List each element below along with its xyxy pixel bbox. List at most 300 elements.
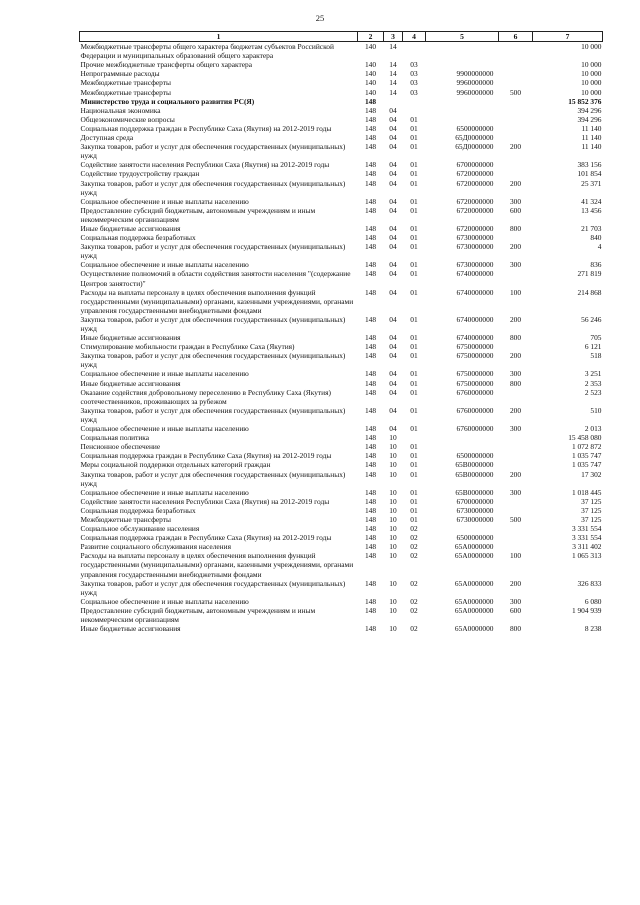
row-target-article: 6750000000: [456, 351, 494, 361]
row-section-code: 04: [389, 342, 397, 352]
table-row: [80, 224, 603, 233]
column-header: 4: [403, 32, 426, 42]
row-subsection-code: 01: [410, 378, 418, 388]
row-amount: 10 000: [581, 42, 602, 52]
row-amount: 41 324: [581, 196, 602, 206]
table-row: [80, 542, 603, 551]
row-description: Закупка товаров, работ и услуг для обеспечения государственных (муниципальных) нужд: [80, 405, 346, 424]
row-section-code: [384, 97, 403, 106]
row-description: Социальная политика: [80, 433, 150, 443]
row-target-article: 6720000000: [456, 196, 494, 206]
row-subsection-code: 01: [410, 114, 418, 124]
row-target-article: 6760000000: [456, 405, 494, 415]
column-header: 1: [80, 32, 358, 42]
row-section-code: 04: [389, 424, 397, 434]
table-row: [80, 451, 603, 460]
row-expense-type: 200: [509, 578, 522, 588]
row-target-article: 6730000000: [456, 242, 494, 252]
row-subsection-code: [403, 42, 426, 61]
row-subsection-code: 02: [410, 524, 418, 534]
row-expense-type: [499, 60, 533, 69]
row-subsection-code: 03: [410, 78, 418, 88]
row-amount: 3 311 402: [572, 542, 602, 552]
row-subsection-code: 03: [410, 60, 418, 70]
row-description: Иные бюджетные ассигнования: [80, 333, 181, 343]
row-description: Межбюджетные трансферты: [80, 78, 171, 88]
row-description: Иные бюджетные ассигнования: [80, 378, 181, 388]
row-ministry-code: 148: [364, 196, 377, 206]
row-ministry-code: 148: [364, 133, 377, 143]
row-expense-type: [499, 133, 533, 142]
row-target-article: 65А0000000: [454, 551, 494, 561]
row-description: Национальная экономика: [80, 105, 161, 115]
row-subsection-code: 01: [410, 342, 418, 352]
row-section-code: 04: [389, 123, 397, 133]
row-expense-type: [499, 97, 533, 106]
row-ministry-code: 148: [364, 378, 377, 388]
row-description: Межбюджетные трансферты: [80, 514, 171, 524]
row-target-article: 6760000000: [456, 424, 494, 434]
table-row: [80, 442, 603, 451]
row-expense-type: 200: [509, 178, 522, 188]
row-ministry-code: 140: [364, 60, 377, 70]
row-section-code: 14: [389, 69, 397, 79]
row-subsection-code: 01: [410, 314, 418, 324]
row-subsection-code: [403, 106, 426, 115]
row-section-code: 10: [389, 605, 397, 615]
row-section-code: 10: [389, 624, 397, 634]
row-subsection-code: 02: [410, 551, 418, 561]
row-expense-type: [499, 342, 533, 351]
row-amount: 836: [590, 260, 602, 270]
row-section-code: 04: [389, 287, 397, 297]
row-target-article: 6720000000: [456, 169, 494, 179]
row-ministry-code: 148: [364, 405, 377, 415]
row-amount: 271 819: [577, 269, 602, 279]
row-description: Предоставление субсидий бюджетным, автономным учреждениям и иным некоммерческим организациям: [80, 205, 316, 224]
row-subsection-code: 01: [410, 142, 418, 152]
row-target-article: 6740000000: [456, 269, 494, 279]
row-target-article: 6750000000: [456, 369, 494, 379]
row-expense-type: 200: [509, 242, 522, 252]
row-ministry-code: 148: [364, 551, 377, 561]
row-description: Оказание содействия добровольному переселению в Республику Саха (Якутия) соотечественников, проживающих за рубежом: [80, 387, 331, 406]
table-row: [80, 506, 603, 515]
row-subsection-code: 01: [410, 133, 418, 143]
row-description: Общеэкономические вопросы: [80, 114, 175, 124]
row-target-article: 65Д0000000: [455, 142, 494, 152]
table-row: [80, 551, 603, 578]
table-row: [80, 97, 603, 106]
row-ministry-code: 148: [364, 333, 377, 343]
row-target-article: 65А0000000: [454, 542, 494, 552]
row-ministry-code: 148: [364, 105, 377, 115]
row-expense-type: [499, 533, 533, 542]
row-expense-type: 800: [509, 624, 522, 634]
row-expense-type: 300: [509, 196, 522, 206]
row-section-code: 10: [389, 442, 397, 452]
row-description: Министерство труда и социального развития РС(Я): [80, 96, 255, 106]
row-description: Закупка товаров, работ и услуг для обеспечения государственных (муниципальных) нужд: [80, 314, 346, 333]
row-target-article: 65А0000000: [454, 605, 494, 615]
row-section-code: 10: [389, 505, 397, 515]
row-target-article: [426, 433, 499, 442]
row-section-code: 04: [389, 242, 397, 252]
row-description: Социальное обеспечение и иные выплаты населению: [80, 487, 249, 497]
table-row: [80, 597, 603, 606]
row-section-code: 10: [389, 487, 397, 497]
row-expense-type: 200: [509, 469, 522, 479]
row-ministry-code: 148: [364, 178, 377, 188]
row-amount: 37 125: [581, 496, 602, 506]
row-expense-type: [499, 115, 533, 124]
table-row: [80, 206, 603, 224]
row-amount: 4: [597, 242, 602, 252]
table-row: [80, 515, 603, 524]
row-subsection-code: 03: [410, 87, 418, 97]
row-ministry-code: 148: [364, 442, 377, 452]
row-ministry-code: 148: [364, 351, 377, 361]
row-amount: 1 018 445: [571, 487, 602, 497]
row-subsection-code: 01: [410, 242, 418, 252]
row-target-article: 6720000000: [456, 223, 494, 233]
row-description: Социальная поддержка безработных: [80, 233, 196, 243]
row-section-code: 10: [389, 551, 397, 561]
row-target-article: 65В0000000: [455, 460, 494, 470]
row-amount: 2 523: [584, 387, 602, 397]
row-expense-type: 300: [509, 424, 522, 434]
row-ministry-code: 148: [364, 114, 377, 124]
row-expense-type: 800: [509, 333, 522, 343]
column-header: 7: [533, 32, 603, 42]
table-row: [80, 606, 603, 624]
row-section-code: 04: [389, 387, 397, 397]
row-expense-type: [499, 542, 533, 551]
row-section-code: 10: [389, 433, 397, 443]
row-amount: 840: [590, 233, 602, 243]
row-section-code: 04: [389, 114, 397, 124]
row-ministry-code: 148: [364, 169, 377, 179]
row-subsection-code: [403, 433, 426, 442]
row-expense-type: [499, 78, 533, 87]
table-row: [80, 424, 603, 433]
row-ministry-code: 148: [364, 605, 377, 615]
row-section-code: 14: [389, 78, 397, 88]
row-target-article: 6740000000: [456, 314, 494, 324]
row-target-article: 6700000000: [456, 496, 494, 506]
row-target-article: 6740000000: [456, 287, 494, 297]
row-subsection-code: 01: [410, 369, 418, 379]
table-row: [80, 115, 603, 124]
row-ministry-code: 148: [364, 496, 377, 506]
row-description: Расходы на выплаты персоналу в целях обеспечения выполнения функций государственными (муниципальными) органами, казенными учреждениями, органами управления государственными внебюджетными фондами: [80, 287, 354, 315]
row-expense-type: [499, 460, 533, 469]
row-ministry-code: 148: [364, 533, 377, 543]
row-amount: 6 121: [584, 342, 602, 352]
row-subsection-code: 01: [410, 169, 418, 179]
table-row: [80, 497, 603, 506]
table-row: [80, 197, 603, 206]
row-description: Межбюджетные трансферты общего характера бюджетам субъектов Российской Федерации и муниципальных образований общего характера: [80, 42, 334, 61]
row-target-article: 6720000000: [456, 178, 494, 188]
row-description: Социальное обеспечение и иные выплаты населению: [80, 260, 249, 270]
table-row: [80, 351, 603, 369]
row-amount: 214 868: [577, 287, 602, 297]
row-description: Расходы на выплаты персоналу в целях обеспечения выполнения функций государственными (муниципальными) органами, казенными учреждениями, органами управления государственными внебюджетными фондами: [80, 551, 354, 579]
row-description: Осуществление полномочий в области содействия занятости населения "(содержание Центров занятости)": [80, 269, 351, 288]
row-subsection-code: 02: [410, 542, 418, 552]
row-amount: 56 246: [581, 314, 602, 324]
budget-table: [79, 31, 603, 633]
row-target-article: 9960000000: [456, 87, 494, 97]
table-row: [80, 124, 603, 133]
row-target-article: 6760000000: [456, 387, 494, 397]
row-ministry-code: 148: [364, 205, 377, 215]
row-ministry-code: 140: [364, 69, 377, 79]
row-subsection-code: [403, 97, 426, 106]
row-section-code: 04: [389, 369, 397, 379]
row-description: Межбюджетные трансферты: [80, 87, 171, 97]
row-description: Доступная среда: [80, 133, 134, 143]
row-subsection-code: 01: [410, 160, 418, 170]
row-amount: 1 035 747: [571, 460, 602, 470]
row-description: Закупка товаров, работ и услуг для обеспечения государственных (муниципальных) нужд: [80, 469, 346, 488]
row-section-code: 04: [389, 160, 397, 170]
row-ministry-code: 140: [364, 87, 377, 97]
row-description: Непрограммные расходы: [80, 69, 160, 79]
row-subsection-code: 01: [410, 469, 418, 479]
row-section-code: 10: [389, 496, 397, 506]
row-description: Социальное обеспечение и иные выплаты населению: [80, 369, 249, 379]
row-target-article: [426, 106, 499, 115]
row-section-code: 04: [389, 169, 397, 179]
row-description: Социальное обеспечение и иные выплаты населению: [80, 196, 249, 206]
table-row: [80, 333, 603, 342]
row-target-article: 6500000000: [456, 451, 494, 461]
row-description: Иные бюджетные ассигнования: [80, 223, 181, 233]
table-row: [80, 88, 603, 97]
row-description: Развитие социального обслуживания населения: [80, 542, 231, 552]
row-section-code: 14: [389, 87, 397, 97]
row-expense-type: 300: [509, 260, 522, 270]
table-row: [80, 269, 603, 287]
row-amount: 11 140: [581, 123, 602, 133]
table-row: [80, 106, 603, 115]
row-expense-type: [499, 451, 533, 460]
row-target-article: 65А0000000: [454, 578, 494, 588]
row-subsection-code: 01: [410, 178, 418, 188]
row-target-article: 65А0000000: [454, 624, 494, 634]
row-description: Пенсионное обеспечение: [80, 442, 161, 452]
row-amount: 6 080: [584, 596, 602, 606]
row-subsection-code: 02: [410, 533, 418, 543]
table-row: [80, 624, 603, 633]
row-amount: 394 296: [577, 114, 602, 124]
row-description: Иные бюджетные ассигнования: [80, 624, 181, 634]
row-target-article: 6740000000: [456, 333, 494, 343]
row-target-article: 65В0000000: [455, 487, 494, 497]
row-ministry-code: 148: [364, 260, 377, 270]
row-description: Содействие трудоустройству граждан: [80, 169, 200, 179]
table-row: [80, 69, 603, 78]
row-amount: 3 331 554: [571, 524, 602, 534]
row-section-code: 04: [389, 233, 397, 243]
row-expense-type: [499, 160, 533, 169]
table-row: [80, 169, 603, 178]
row-subsection-code: 01: [410, 487, 418, 497]
table-row: [80, 179, 603, 197]
row-section-code: 10: [389, 533, 397, 543]
row-description: Закупка товаров, работ и услуг для обеспечения государственных (муниципальных) нужд: [80, 351, 346, 370]
row-subsection-code: 01: [410, 442, 418, 452]
row-ministry-code: 148: [364, 142, 377, 152]
row-amount: 2 013: [584, 424, 602, 434]
row-description: Закупка товаров, работ и услуг для обеспечения государственных (муниципальных) нужд: [80, 178, 346, 197]
row-expense-type: [499, 524, 533, 533]
row-expense-type: 200: [509, 405, 522, 415]
row-amount: 101 854: [577, 169, 602, 179]
row-subsection-code: 01: [410, 196, 418, 206]
row-target-article: 65А0000000: [454, 596, 494, 606]
row-section-code: 04: [389, 178, 397, 188]
row-subsection-code: 01: [410, 405, 418, 415]
row-subsection-code: 01: [410, 223, 418, 233]
row-section-code: 10: [389, 596, 397, 606]
row-expense-type: 200: [509, 314, 522, 324]
row-subsection-code: 01: [410, 496, 418, 506]
row-section-code: 10: [389, 542, 397, 552]
row-ministry-code: 148: [364, 469, 377, 479]
row-expense-type: [499, 124, 533, 133]
row-target-article: [426, 442, 499, 451]
column-header: 5: [426, 32, 499, 42]
table-row: [80, 433, 603, 442]
table-row: [80, 460, 603, 469]
page-number: 25: [315, 13, 325, 23]
row-amount: 10 000: [581, 78, 602, 88]
row-amount: 11 140: [581, 133, 602, 143]
row-amount: 3 331 554: [571, 533, 602, 543]
row-target-article: [426, 97, 499, 106]
row-description: Прочие межбюджетные трансферты общего характера: [80, 60, 253, 70]
row-target-article: 6730000000: [456, 505, 494, 515]
row-ministry-code: 148: [364, 223, 377, 233]
row-ministry-code: 148: [364, 578, 377, 588]
row-expense-type: [499, 442, 533, 451]
row-section-code: 04: [389, 378, 397, 388]
row-ministry-code: 148: [364, 524, 377, 534]
table-row: [80, 78, 603, 87]
row-description: Социальная поддержка граждан в Республике Саха (Якутия) на 2012-2019 годы: [80, 123, 332, 133]
row-section-code: 04: [389, 196, 397, 206]
row-description: Меры социальной поддержки отдельных категорий граждан: [80, 460, 271, 470]
row-target-article: 6730000000: [456, 233, 494, 243]
table-row: [80, 233, 603, 242]
row-subsection-code: 02: [410, 605, 418, 615]
row-description: Социальное обслуживание населения: [80, 524, 200, 534]
row-amount: 1 035 747: [571, 451, 602, 461]
row-expense-type: [499, 233, 533, 242]
row-description: Социальное обеспечение и иные выплаты населению: [80, 424, 249, 434]
row-description: Закупка товаров, работ и услуг для обеспечения государственных (муниципальных) нужд: [80, 242, 346, 261]
row-expense-type: 800: [509, 223, 522, 233]
row-target-article: 6750000000: [456, 378, 494, 388]
row-amount: 705: [590, 333, 602, 343]
row-expense-type: 500: [509, 514, 522, 524]
row-target-article: 6730000000: [456, 260, 494, 270]
row-expense-type: 200: [509, 351, 522, 361]
column-header: 6: [499, 32, 533, 42]
row-section-code: 04: [389, 405, 397, 415]
row-amount: 1 072 872: [571, 442, 602, 452]
row-amount: 394 296: [577, 105, 602, 115]
column-header: 3: [384, 32, 403, 42]
row-section-code: 10: [389, 514, 397, 524]
row-target-article: 6500000000: [456, 123, 494, 133]
table-row: [80, 524, 603, 533]
row-subsection-code: 01: [410, 287, 418, 297]
row-ministry-code: 148: [364, 460, 377, 470]
row-expense-type: [499, 433, 533, 442]
table-row: [80, 388, 603, 406]
row-section-code: 04: [389, 333, 397, 343]
row-expense-type: 100: [509, 551, 522, 561]
row-target-article: [426, 60, 499, 69]
row-target-article: 6700000000: [456, 160, 494, 170]
row-description: Закупка товаров, работ и услуг для обеспечения государственных (муниципальных) нужд: [80, 142, 346, 161]
row-amount: 10 000: [581, 69, 602, 79]
row-section-code: 04: [389, 314, 397, 324]
table-row: [80, 379, 603, 388]
row-amount: 8 238: [584, 624, 602, 634]
row-ministry-code: 140: [364, 42, 377, 52]
row-amount: 3 251: [584, 369, 602, 379]
row-ministry-code: 148: [364, 505, 377, 515]
row-ministry-code: 148: [364, 596, 377, 606]
table-row: [80, 288, 603, 315]
row-subsection-code: 02: [410, 624, 418, 634]
row-section-code: 10: [389, 460, 397, 470]
table-row: [80, 369, 603, 378]
row-description: Стимулирование мобильности граждан в Республике Саха (Якутия): [80, 342, 295, 352]
row-expense-type: [499, 169, 533, 178]
row-section-code: 04: [389, 105, 397, 115]
row-ministry-code: 148: [364, 269, 377, 279]
row-amount: 37 125: [581, 505, 602, 515]
table-row: [80, 142, 603, 160]
row-subsection-code: 01: [410, 451, 418, 461]
row-expense-type: [499, 42, 533, 61]
row-description: Закупка товаров, работ и услуг для обеспечения государственных (муниципальных) нужд: [80, 578, 346, 597]
row-section-code: 10: [389, 451, 397, 461]
row-target-article: 6750000000: [456, 342, 494, 352]
row-amount: 37 125: [581, 514, 602, 524]
row-amount: 21 703: [581, 223, 602, 233]
table-row: [80, 133, 603, 142]
row-ministry-code: 148: [364, 424, 377, 434]
row-description: Социальная поддержка безработных: [80, 505, 196, 515]
table-row: [80, 242, 603, 260]
row-expense-type: 500: [509, 87, 522, 97]
row-amount: 11 140: [581, 142, 602, 152]
row-section-code: 14: [389, 42, 397, 52]
row-subsection-code: 03: [410, 69, 418, 79]
table-row: [80, 42, 603, 61]
row-expense-type: 300: [509, 596, 522, 606]
row-ministry-code: 148: [364, 487, 377, 497]
row-section-code: 04: [389, 269, 397, 279]
row-ministry-code: 148: [364, 160, 377, 170]
